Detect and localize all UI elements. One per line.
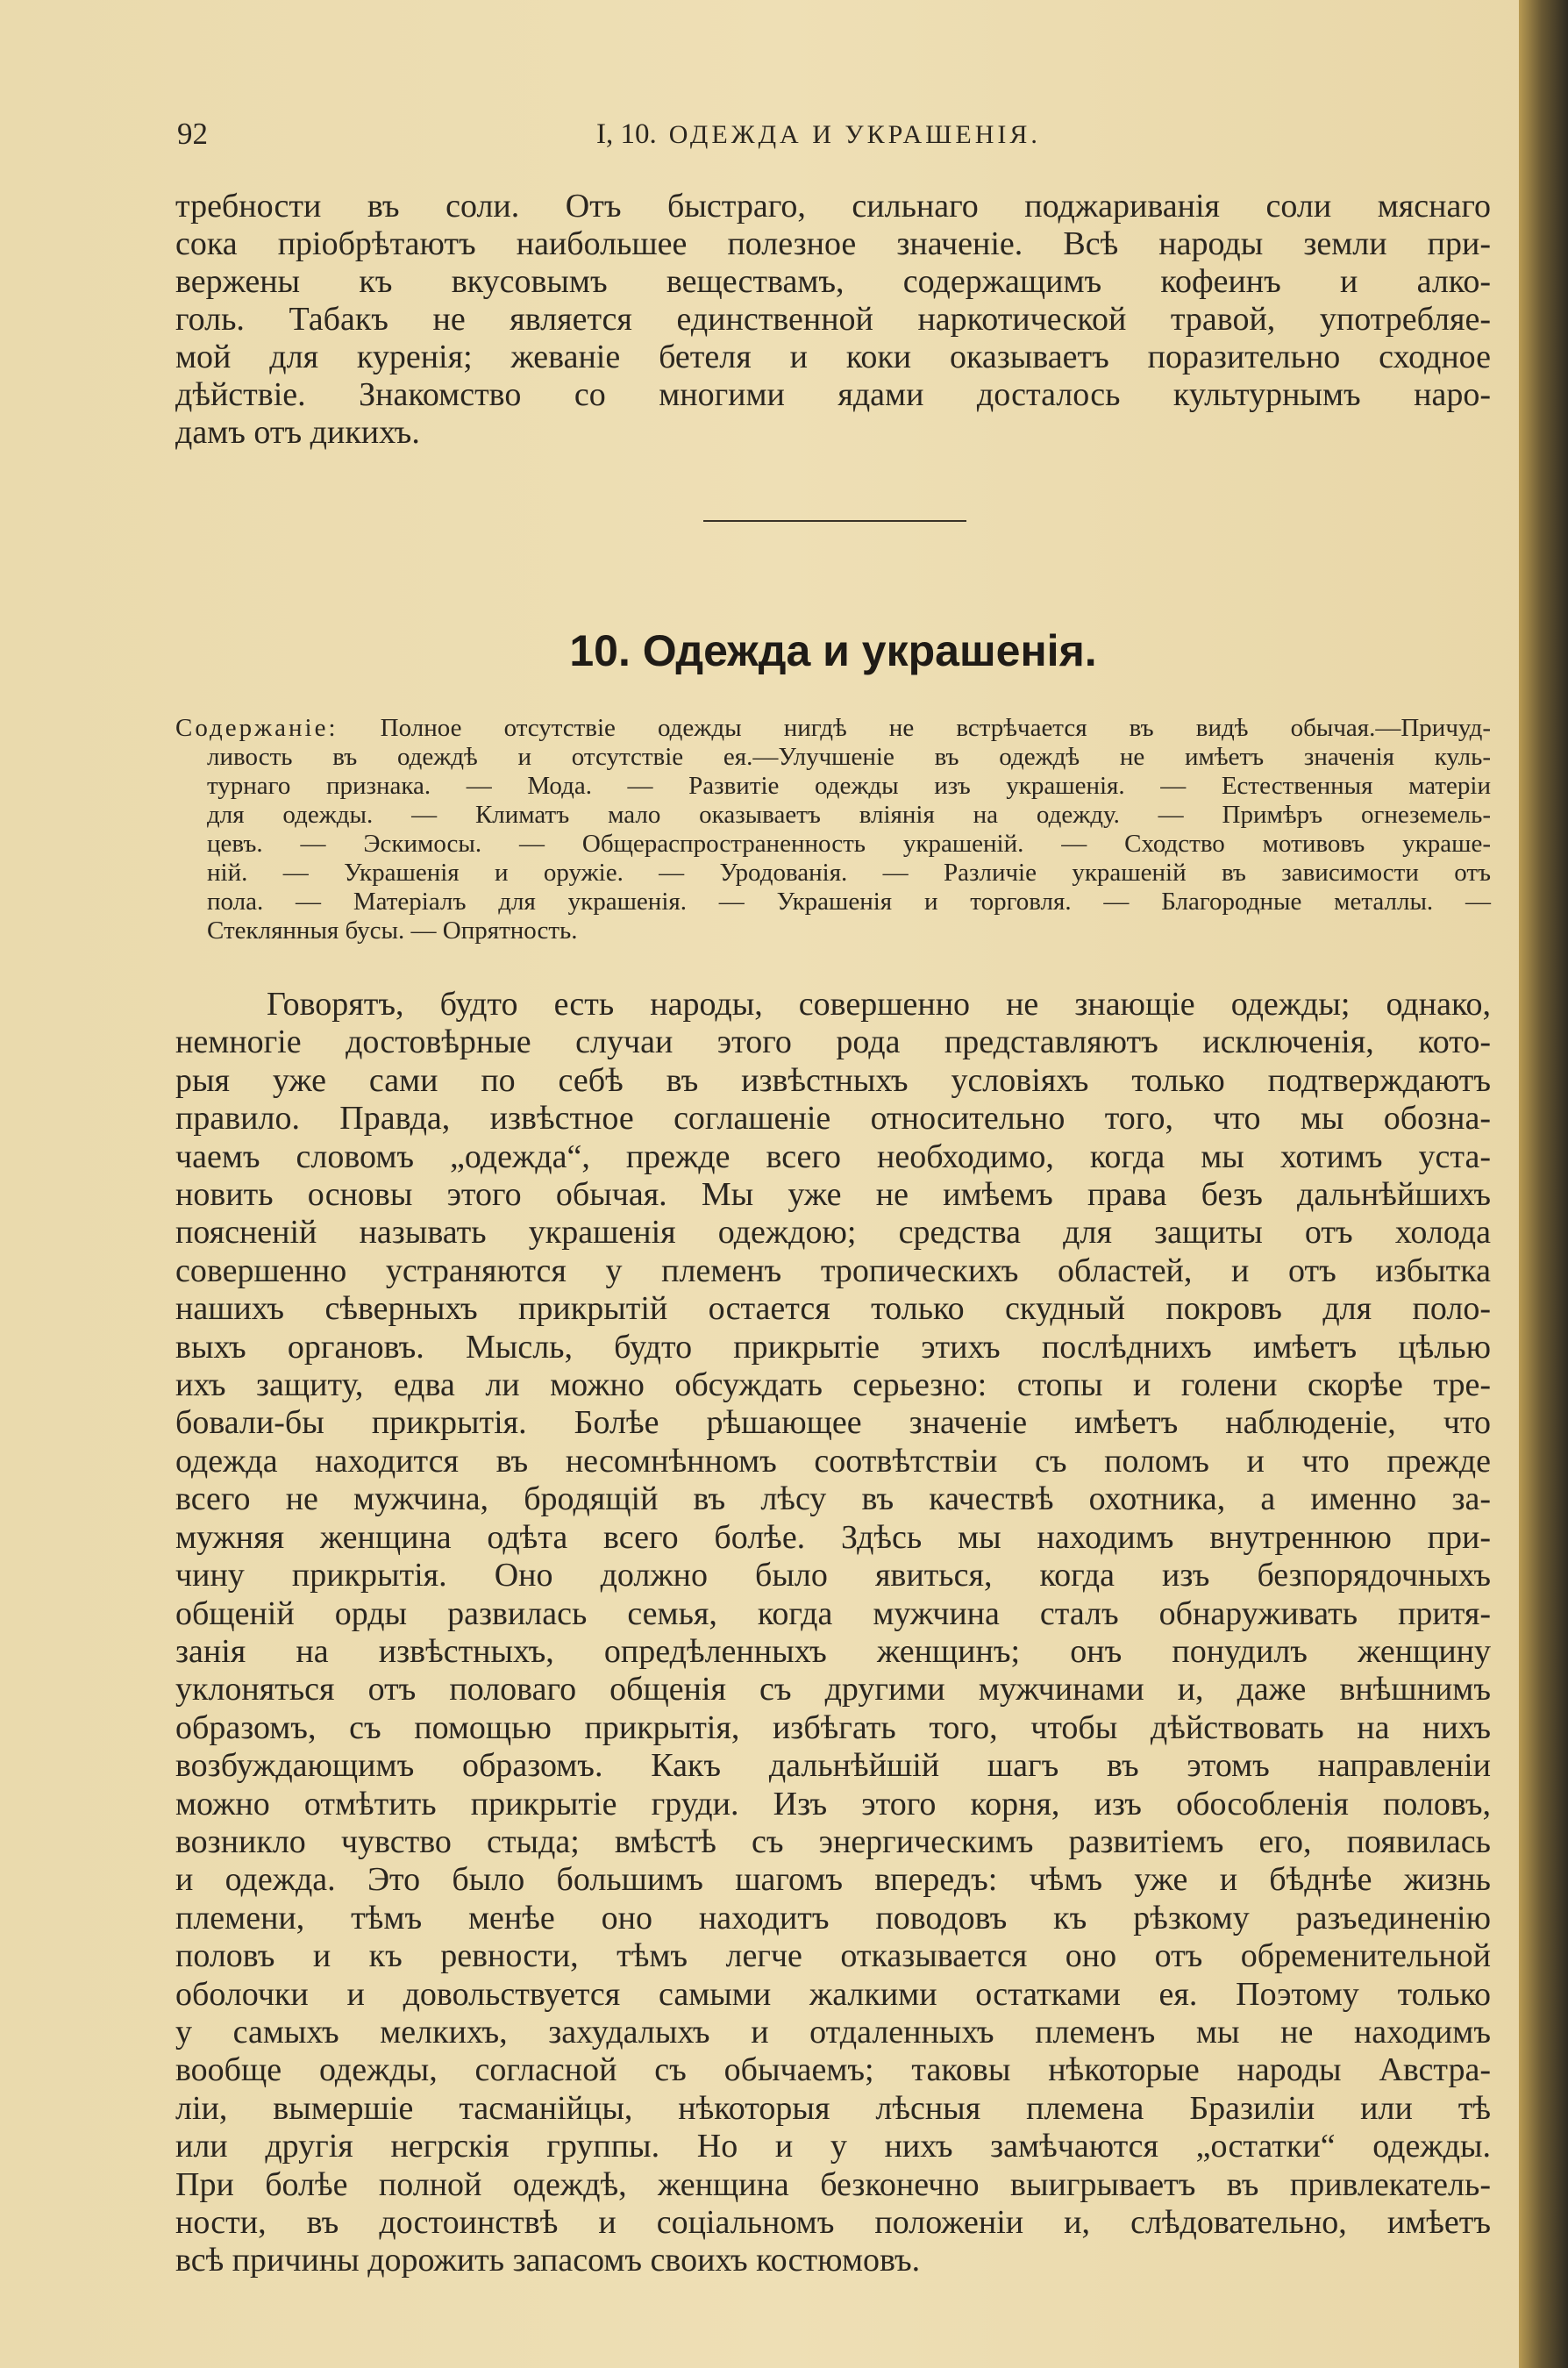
text-line: у самыхъ мелкихъ, захудалыхъ и отдаленныхъ племенъ мы не находимъ <box>175 2013 1491 2051</box>
book-spine-shadow <box>1519 0 1568 2368</box>
running-head-section: I, 10. <box>596 118 657 150</box>
text-line: голь. Табакъ не является единственной наркотической травой, употребляе- <box>175 301 1491 338</box>
text-line: ліи, вымершіе тасманійцы, нѣкоторыя лѣсныя племена Бразиліи или тѣ <box>175 2089 1491 2127</box>
text-line: При болѣе полной одеждѣ, женщина безконечно выигрываетъ въ привлекатель- <box>175 2165 1491 2203</box>
contents-text: Полное отсутствіе одежды нигдѣ не встрѣчается въ видѣ обычая.—Причуд- <box>338 714 1491 742</box>
contents-line: ливость въ одеждѣ и отсутствіе ея.—Улучшеніе въ одеждѣ не имѣетъ значенія куль- <box>207 743 1491 771</box>
text-line: новить основы этого обычая. Мы уже не имѣемъ права безъ дальнѣйшихъ <box>175 1176 1491 1214</box>
text-line: Говорятъ, будто есть народы, совершенно не знающіе одежды; однако, <box>267 986 1491 1023</box>
text-line: вержены къ вкусовымъ веществамъ, содержащимъ кофеинъ и алко- <box>175 263 1491 300</box>
text-line: или другія негрскія группы. Но и у нихъ замѣчаются „остатки“ одежды. <box>175 2128 1491 2165</box>
text-line: всѣ причины дорожить запасомъ своихъ костюмовъ. <box>175 2242 921 2279</box>
text-line: дѣйствіе. Знакомство со многими ядами досталось культурнымъ наро- <box>175 376 1491 413</box>
book-page <box>175 0 1491 2368</box>
text-line: вообще одежды, согласной съ обычаемъ; таковы нѣкоторые народы Австра- <box>175 2051 1491 2089</box>
text-line: правило. Правда, извѣстное соглашеніе относительно того, что мы обозна- <box>175 1100 1491 1138</box>
section-divider <box>703 520 966 522</box>
text-line: мужняя женщина одѣта всего болѣе. Здѣсь мы находимъ внутреннюю при- <box>175 1518 1491 1556</box>
opening-paragraph <box>175 188 1491 452</box>
page-header <box>175 112 1491 156</box>
text-line: можно отмѣтить прикрытіе груди. Изъ этого корня, изъ обособленія половъ, <box>175 1785 1491 1822</box>
text-line: нашихъ сѣверныхъ прикрытій остается только скудный покровъ для поло- <box>175 1290 1491 1328</box>
text-line: чину прикрытія. Оно должно было явиться, когда изъ безпорядочныхъ <box>175 1557 1491 1594</box>
text-line: племени, тѣмъ менѣе оно находитъ поводовъ къ рѣзкому разъединенію <box>175 1899 1491 1936</box>
text-line: выхъ органовъ. Мысль, будто прикрытіе этихъ послѣднихъ имѣетъ цѣлью <box>175 1328 1491 1366</box>
contents-line: ній. — Украшенія и оружіе. — Уродованія. — Различіе украшеній въ зависимости отъ <box>207 859 1491 887</box>
contents-line: Стеклянныя бусы. — Опрятность. <box>207 917 578 945</box>
text-line: образомъ, съ помощью прикрытія, избѣгать того, чтобы дѣйствовать на нихъ <box>175 1708 1491 1746</box>
contents-line <box>175 714 1491 743</box>
running-head <box>596 112 1041 157</box>
text-line: возникло чувство стыда; вмѣстѣ съ энергическимъ развитіемъ его, появилась <box>175 1822 1491 1860</box>
text-line: всего не мужчина, бродящій въ лѣсу въ качествѣ охотника, а именно за- <box>175 1480 1491 1518</box>
text-line: мой для куренія; жеваніе бетеля и коки оказываетъ поразительно сходное <box>175 339 1491 375</box>
text-line: немногіе достовѣрные случаи этого рода представляютъ исключенія, кото- <box>175 1024 1491 1061</box>
text-line: чаемъ словомъ „одежда“, прежде всего необходимо, когда мы хотимъ уста- <box>175 1138 1491 1175</box>
text-line: требности въ соли. Отъ быстраго, сильнаго поджариванія соли мяснаго <box>175 188 1491 225</box>
text-line: оболочки и довольствуется самыми жалкими остатками ея. Поэтому только <box>175 1975 1491 2013</box>
text-line: одежда находится въ несомнѣнномъ соотвѣтствіи съ поломъ и что прежде <box>175 1442 1491 1480</box>
body-paragraph <box>175 986 1491 2280</box>
contents-lead: Содержаніе: <box>175 714 339 742</box>
contents-line: турнаго признака. — Мода. — Развитіе одежды изъ украшенія. — Естественныя матеріи <box>207 772 1491 800</box>
text-line: бовали-бы прикрытія. Болѣе рѣшающее значеніе имѣетъ наблюденіе, что <box>175 1404 1491 1442</box>
section-title: 10. Одежда и украшенія. <box>569 626 1097 675</box>
text-line: и одежда. Это было большимъ шагомъ впередъ: чѣмъ уже и бѣднѣе жизнь <box>175 1861 1491 1899</box>
text-line: занія на извѣстныхъ, опредѣленныхъ женщинъ; онъ понудилъ женщину <box>175 1632 1491 1670</box>
text-line: сока пріобрѣтаютъ наибольшее полезное значеніе. Всѣ народы земли при- <box>175 225 1491 262</box>
text-line: рыя уже сами по себѣ въ извѣстныхъ условіяхъ только подтверждаютъ <box>175 1061 1491 1099</box>
contents-line: цевъ. — Эскимосы. — Общераспространенность украшеній. — Сходство мотивовъ украше- <box>207 830 1491 858</box>
page-number: 92 <box>177 117 208 151</box>
text-line: совершенно устраняются у племенъ тропическихъ областей, и отъ избытка <box>175 1252 1491 1289</box>
running-head-title: ОДЕЖДА И УКРАШЕНІЯ. <box>668 120 1041 149</box>
contents-line: пола. — Матеріалъ для украшенія. — Украшенія и торговля. — Благородные металлы. — <box>207 888 1491 916</box>
text-line: дамъ отъ дикихъ. <box>175 414 420 451</box>
text-line: половъ и къ ревности, тѣмъ легче отказывается оно отъ обременительной <box>175 1937 1491 1975</box>
section-contents <box>175 714 1491 945</box>
text-line: уклоняться отъ половаго общенія съ другими мужчинами и, даже внѣшнимъ <box>175 1671 1491 1708</box>
text-line: ихъ защиту, едва ли можно обсуждать серьезно: стопы и голени скорѣе тре- <box>175 1366 1491 1404</box>
text-line: возбуждающимъ образомъ. Какъ дальнѣйшій шагъ въ этомъ направленіи <box>175 1747 1491 1785</box>
text-line: поясненій называть украшенія одеждою; средства для защиты отъ холода <box>175 1214 1491 1252</box>
contents-line: для одежды. — Климатъ мало оказываетъ вліянія на одежду. — Примѣръ огнеземель- <box>207 801 1491 829</box>
text-line: ности, въ достоинствѣ и соціальномъ положеніи и, слѣдовательно, имѣетъ <box>175 2204 1491 2241</box>
text-line: общеній орды развилась семья, когда мужчина сталъ обнаруживать притя- <box>175 1594 1491 1632</box>
